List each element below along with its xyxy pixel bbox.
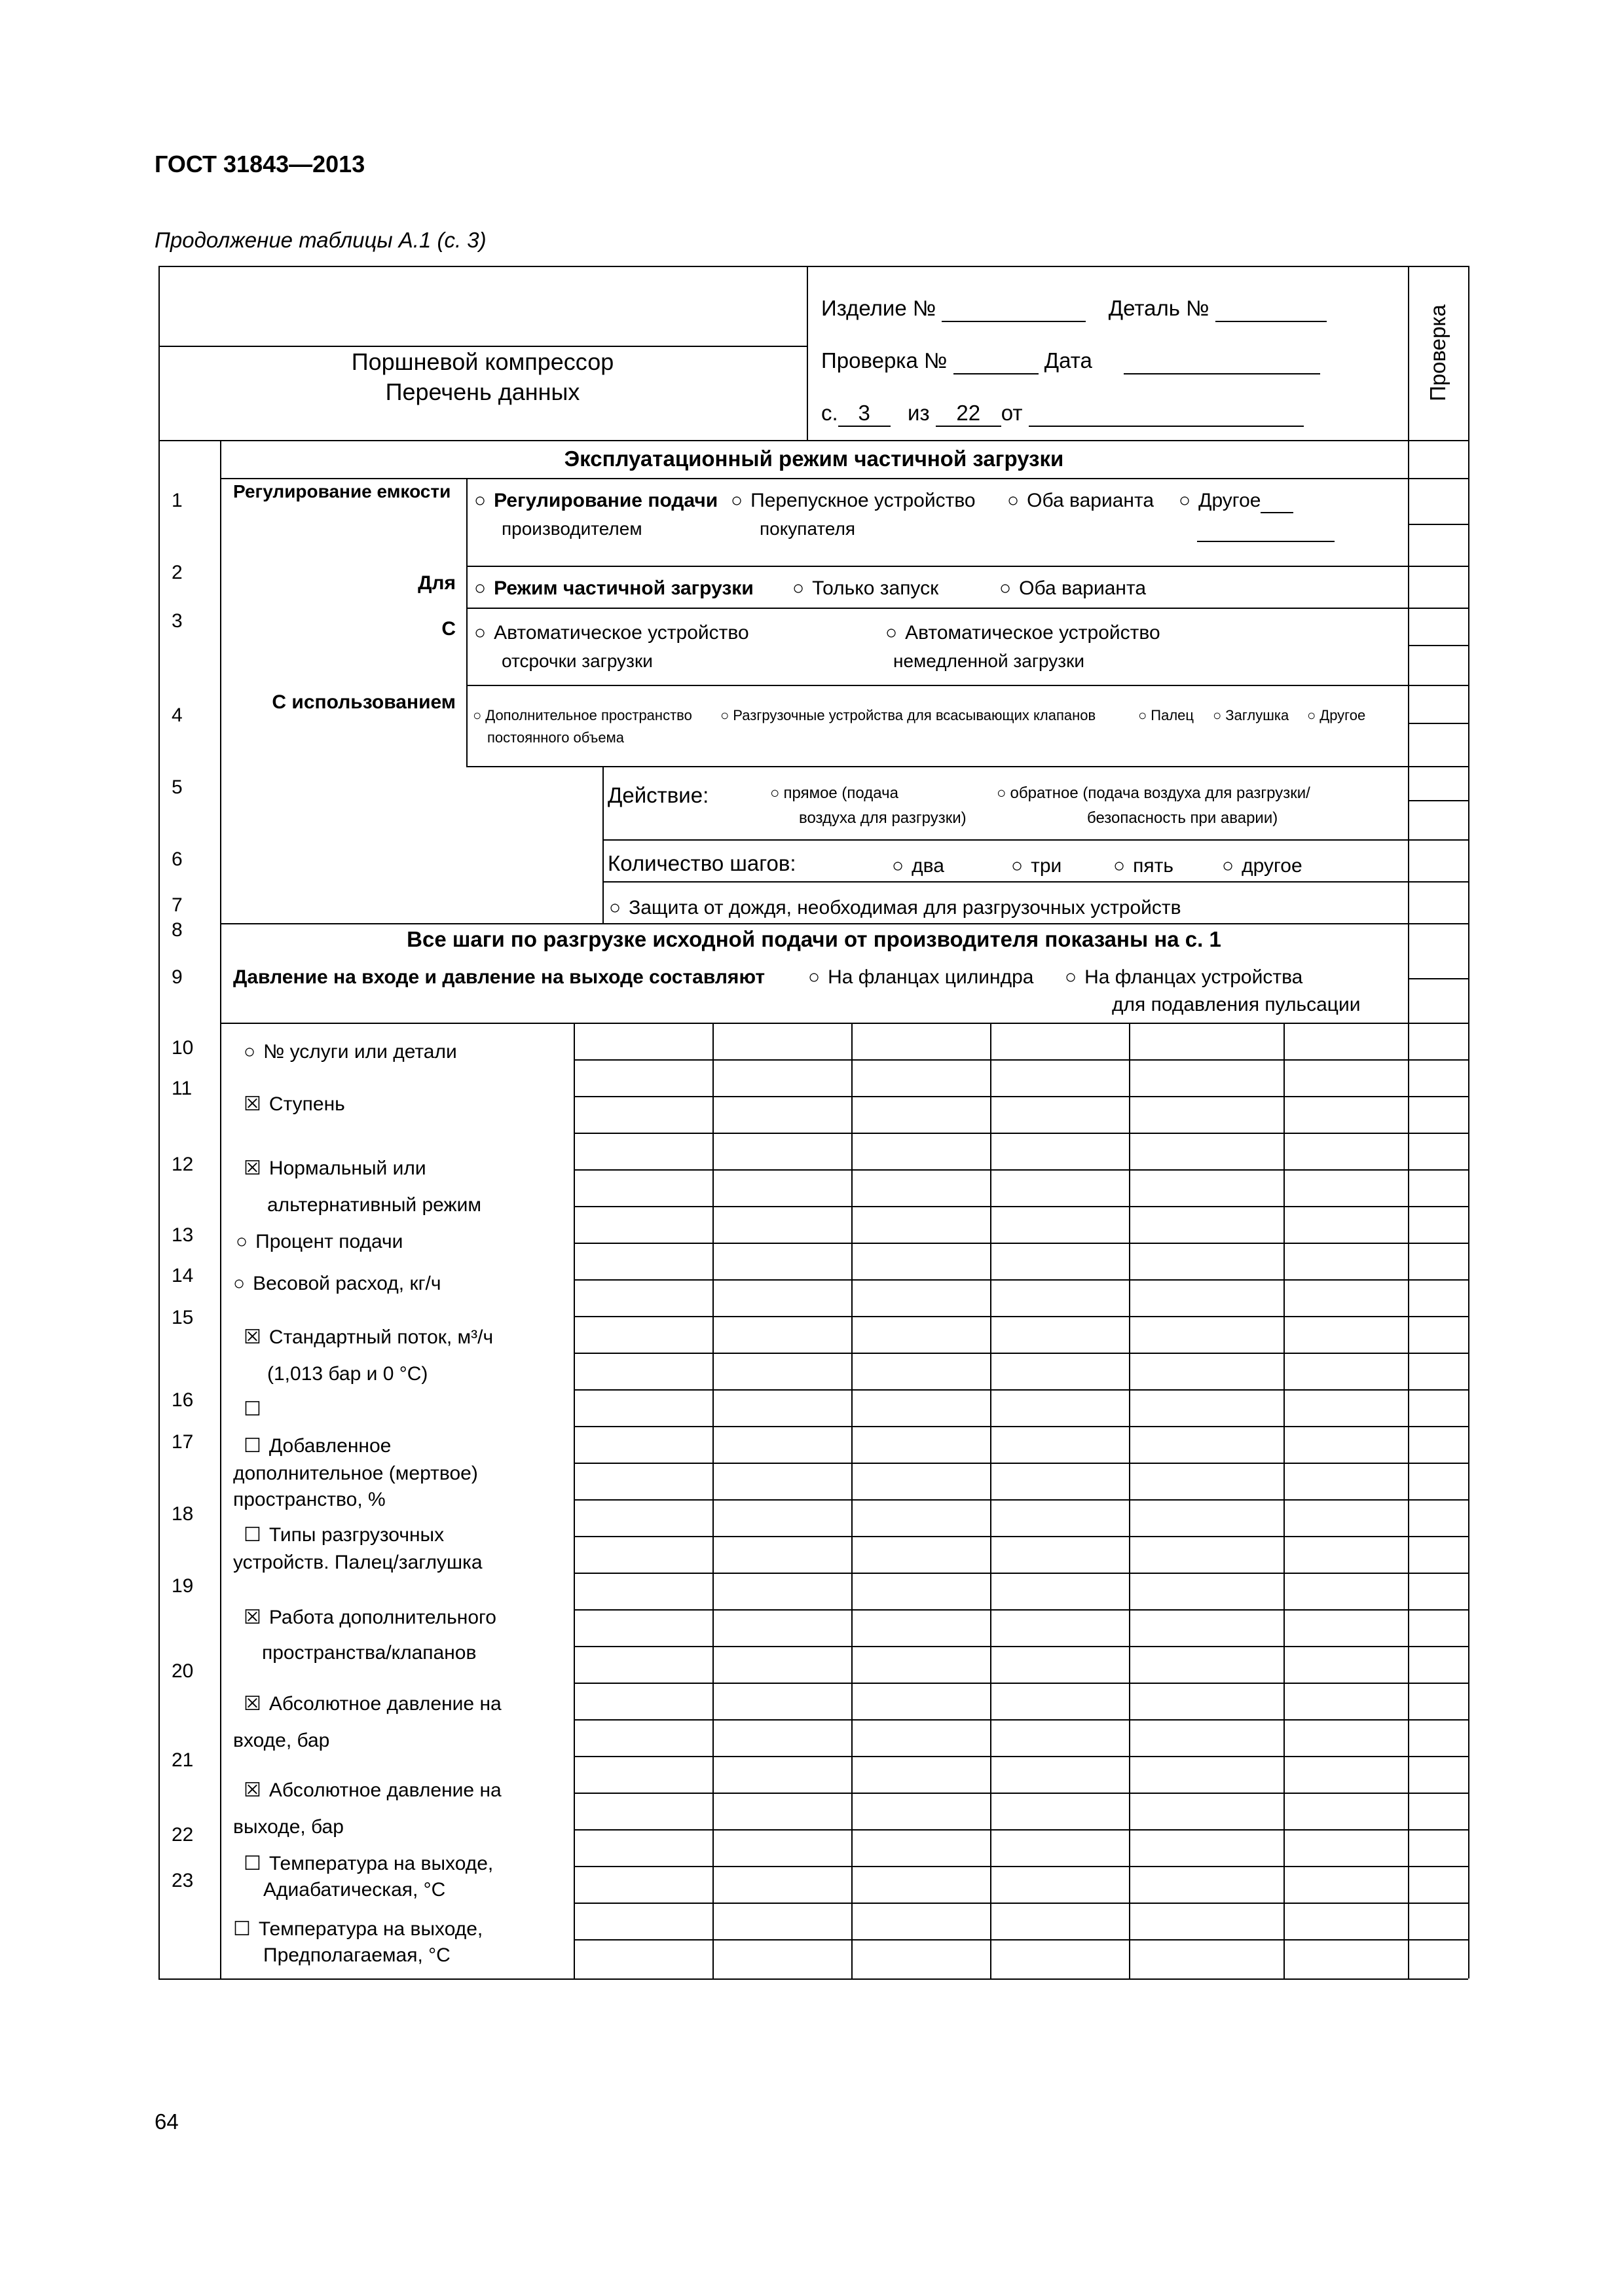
param-outlet-temp-adiabatic-subtext: Адиабатическая, °С (263, 1879, 446, 1901)
row-number: 2 (172, 562, 183, 583)
option-other-steps[interactable]: ○ другое (1222, 855, 1302, 877)
row-number: 20 (172, 1660, 194, 1682)
option-suction-valve-unloaders[interactable]: ○ Разгрузочные устройства для всасывающих клапанов (720, 707, 1096, 724)
row-number: 5 (172, 776, 183, 798)
option-capacity-both[interactable]: ○ Оба варианта (1007, 490, 1154, 512)
option-cylinder-flanges[interactable]: ○ На фланцах цилиндра (808, 966, 1033, 989)
page-current: 3 (838, 401, 891, 427)
option-two-steps[interactable]: ○ два (892, 855, 944, 877)
param-unloader-types-subtext: устройств. Палец/заглушка (233, 1552, 483, 1573)
page-of: из (908, 401, 930, 425)
option-capacity-other[interactable]: ○ Другое (1179, 490, 1293, 513)
param-operating-mode[interactable]: ☒ Нормальный или (244, 1155, 426, 1182)
param-abs-inlet-pressure[interactable]: ☒ Абсолютное давление на (244, 1690, 502, 1718)
param-operating-mode-subtext: альтернативный режим (267, 1194, 481, 1216)
row-number: 13 (172, 1224, 194, 1246)
row-number: 7 (172, 894, 183, 916)
pressure-location-label: Давление на входе и давление на выходе составляют (233, 966, 766, 988)
param-outlet-temp-expected-subtext: Предполагаемая, °С (263, 1944, 451, 1966)
option-for-both[interactable]: ○ Оба варианта (999, 577, 1146, 600)
detail-number-field[interactable] (1215, 296, 1327, 322)
param-abs-outlet-pressure-subtext: выходе, бар (233, 1816, 344, 1838)
option-finger[interactable]: ○ Палец (1138, 707, 1194, 724)
row-number: 1 (172, 490, 183, 511)
option-delayed-subtext: отсрочки загрузки (502, 651, 653, 671)
param-stage[interactable]: ☒ Ступень (244, 1091, 345, 1118)
capacity-control-label: Регулирование емкости (233, 481, 451, 501)
row-number: 14 (172, 1265, 194, 1286)
option-supply-by-manufacturer[interactable]: ○ Регулирование подачи (474, 490, 718, 512)
page-total: 22 (936, 401, 1001, 427)
page-prefix: с. (821, 401, 838, 425)
row-number: 17 (172, 1431, 194, 1453)
with-label: С (441, 618, 456, 640)
date-field[interactable] (1124, 348, 1320, 374)
param-outlet-temp-adiabatic[interactable]: ☐ Температура на выходе, (244, 1850, 493, 1878)
row-number: 18 (172, 1503, 194, 1525)
param-supply-percent[interactable]: ○ Процент подачи (236, 1228, 403, 1256)
option-immediate-subtext: немедленной загрузки (893, 651, 1085, 671)
option-five-steps[interactable]: ○ пять (1113, 855, 1173, 877)
table-continuation-caption: Продолжение таблицы А.1 (с. 3) (155, 228, 487, 252)
steps-section-title: Все шаги по разгрузке исходной подачи от производителя показаны на с. 1 (407, 927, 1221, 951)
row-number: 8 (172, 919, 183, 941)
item-label: Изделие № (821, 296, 936, 320)
partial-load-section-title: Эксплуатационный режим частичной загрузки (564, 446, 1064, 471)
sheet-title: Поршневой компрессор Перечень данных (351, 348, 614, 405)
param-service-number[interactable]: ○ № услуги или детали (244, 1038, 457, 1066)
option-rain-protection[interactable]: ○ Защита от дождя, необходимая для разгрузочных устройств (609, 897, 1181, 919)
page-from: от (1001, 401, 1023, 425)
using-label: С использованием (272, 691, 456, 713)
page-number: 64 (155, 2109, 179, 2134)
check-number-field[interactable] (953, 348, 1039, 374)
row-number: 3 (172, 610, 183, 632)
check-column-header: Проверка (1426, 304, 1450, 401)
check-label: Проверка № (821, 348, 948, 373)
param-standard-flow-subtext: (1,013 бар и 0 °С) (267, 1363, 428, 1385)
row-number: 9 (172, 966, 183, 988)
item-detail-line (821, 296, 1327, 322)
option-immediate-load-device[interactable]: ○ Автоматическое устройство (885, 622, 1160, 644)
row-number: 19 (172, 1575, 194, 1597)
option-pulsation-device-flanges[interactable]: ○ На фланцах устройства (1065, 966, 1302, 989)
option-three-steps[interactable]: ○ три (1011, 855, 1061, 877)
option-reverse-action[interactable]: ○ обратное (подача воздуха для разгрузки/ (997, 784, 1310, 803)
option-supply-subtext: производителем (502, 519, 642, 539)
param-blank-checkbox[interactable] (244, 1396, 269, 1423)
param-clearance-operation[interactable]: ☒ Работа дополнительного (244, 1604, 496, 1631)
param-clearance-operation-subtext: пространства/клапанов (262, 1642, 477, 1664)
option-clearance-subtext: постоянного объема (487, 729, 624, 746)
row-number: 4 (172, 704, 183, 726)
detail-label: Деталь № (1108, 296, 1209, 320)
option-start-only[interactable]: ○ Только запуск (792, 577, 938, 600)
option-partial-load-mode[interactable]: ○ Режим частичной загрузки (474, 577, 754, 600)
row-number: 10 (172, 1037, 194, 1059)
date-label: Дата (1044, 348, 1092, 373)
option-delayed-load-device[interactable]: ○ Автоматическое устройство (474, 622, 749, 644)
page-from-field[interactable] (1029, 401, 1304, 427)
steps-count-label: Количество шагов: (608, 851, 796, 875)
other-capacity-field[interactable] (1197, 541, 1335, 542)
pulsation-device-subtext: для подавления пульсации (1112, 994, 1361, 1015)
param-outlet-temp-expected[interactable]: ☐ Температура на выходе, (233, 1916, 483, 1943)
param-added-clearance-line2: дополнительное (мертвое) (233, 1463, 478, 1484)
item-number-field[interactable] (942, 296, 1086, 322)
standard-number: ГОСТ 31843—2013 (155, 151, 365, 177)
row-number: 16 (172, 1389, 194, 1411)
row-number: 12 (172, 1154, 194, 1175)
for-label: Для (418, 572, 456, 594)
check-date-line (821, 348, 1320, 374)
param-added-clearance[interactable]: ☐ Добавленное (244, 1432, 391, 1460)
row-number: 15 (172, 1307, 194, 1328)
param-standard-flow[interactable]: ☒ Стандартный поток, м³/ч (244, 1324, 493, 1351)
row-number: 11 (172, 1078, 193, 1099)
row-number: 6 (172, 848, 183, 870)
param-mass-flow[interactable]: ○ Весовой расход, кг/ч (233, 1270, 441, 1298)
param-abs-outlet-pressure[interactable]: ☒ Абсолютное давление на (244, 1777, 502, 1804)
param-abs-inlet-pressure-subtext: входе, бар (233, 1730, 330, 1751)
option-bypass-subtext: покупателя (760, 519, 856, 539)
param-added-clearance-line3: пространство, % (233, 1489, 386, 1510)
row-number: 22 (172, 1824, 194, 1846)
param-unloader-types[interactable]: ☐ Типы разгрузочных (244, 1522, 444, 1549)
action-label: Действие: (608, 783, 709, 807)
option-fixed-clearance[interactable]: ○ Дополнительное пространство (473, 707, 692, 724)
option-using-other[interactable]: ○ Другое (1307, 707, 1365, 724)
page-info-line (821, 401, 1304, 427)
option-direct-action[interactable]: ○ прямое (подача (770, 784, 898, 803)
row-number: 23 (172, 1870, 194, 1891)
option-direct-subtext: воздуха для разгрузки) (799, 809, 967, 827)
option-bypass-by-buyer[interactable]: ○ Перепускное устройство (731, 490, 976, 512)
option-reverse-subtext: безопасность при аварии) (1087, 809, 1278, 827)
option-plug[interactable]: ○ Заглушка (1213, 707, 1289, 724)
row-number: 21 (172, 1749, 194, 1771)
